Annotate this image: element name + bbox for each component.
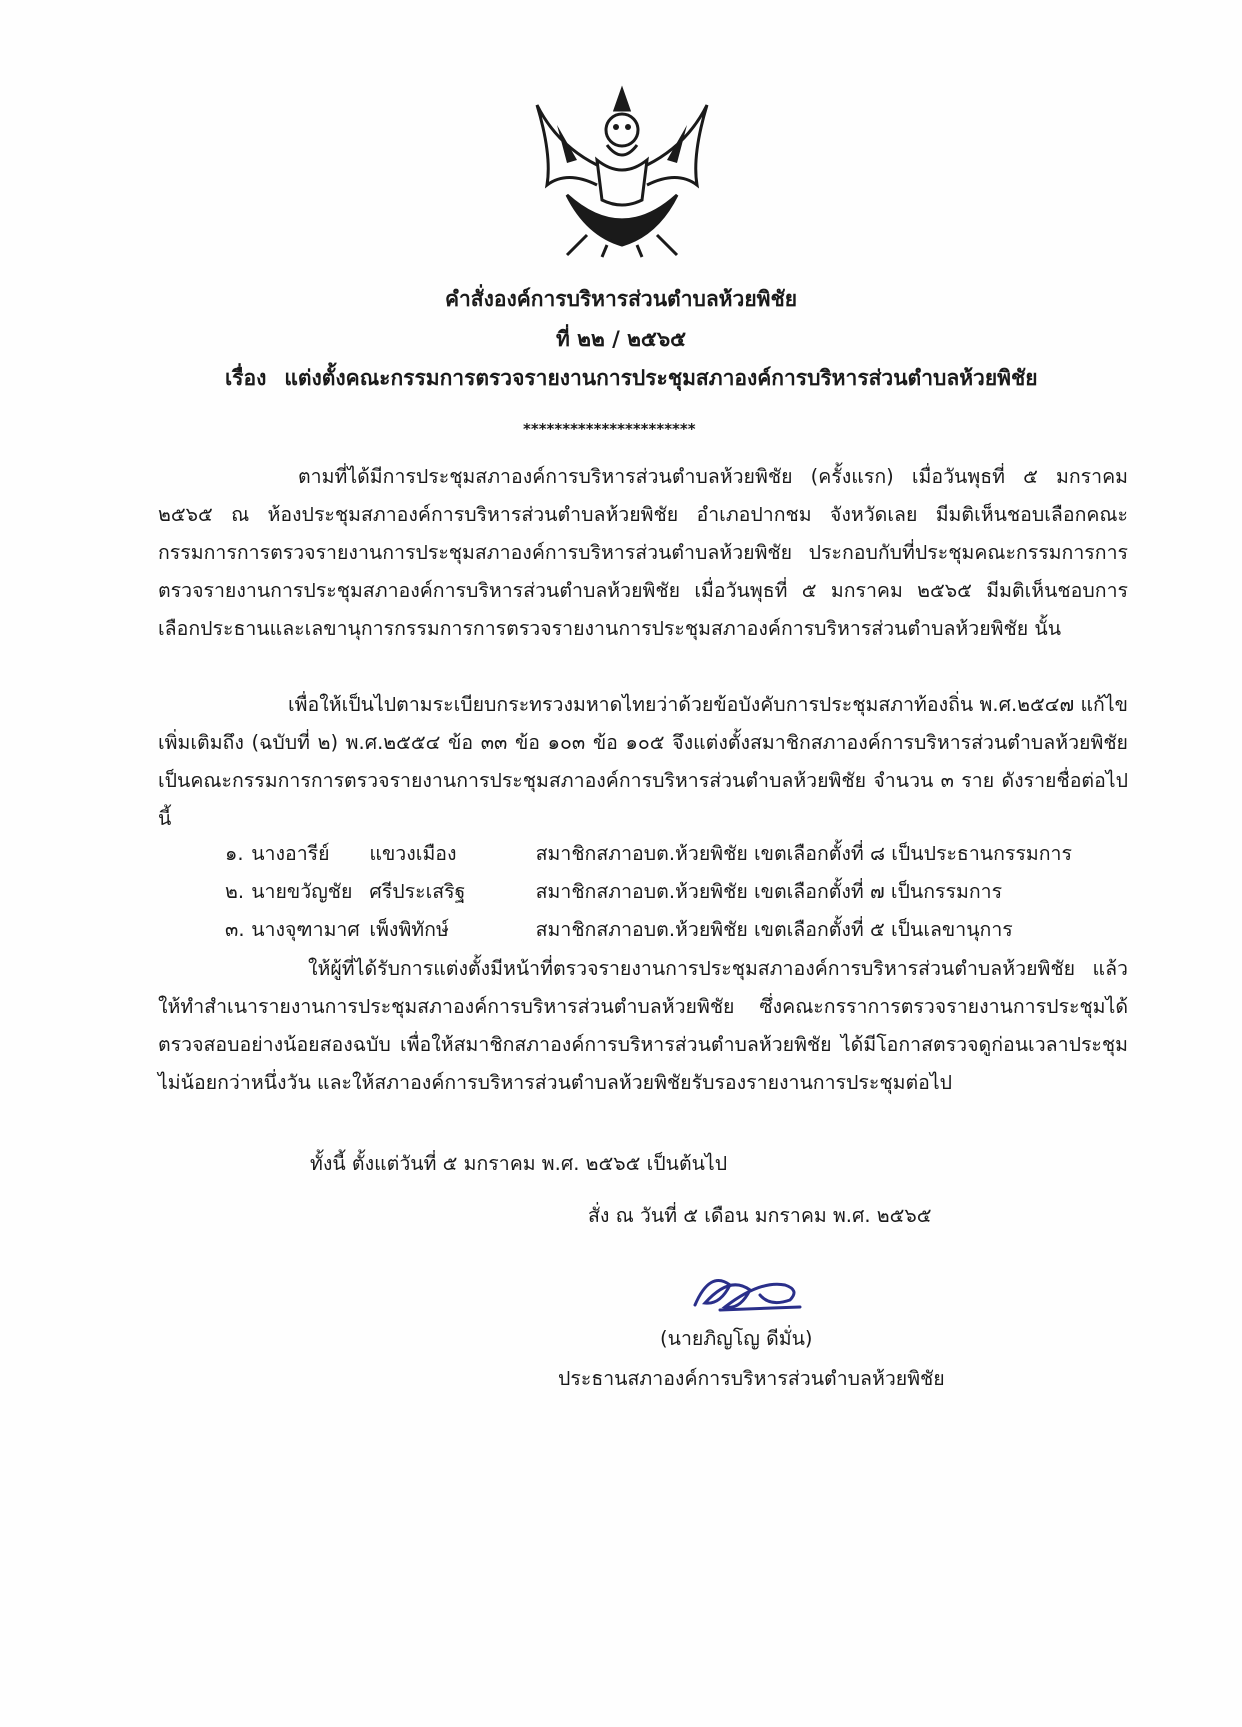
paragraph-3: ให้ผู้ที่ได้รับการแต่งตั้งมีหน้าที่ตรวจรายงานการประชุมสภาองค์การบริหารส่วนตำบลห้วยพิชัย แล้วให้ทำสำเนารายงานการประชุมสภาองค์การบริหารส่วนตำบลห้วยพิชัย ซึ่งคณะกรราการตรวจรายงานการประชุมได้ตรวจสอบอย่างน้อยสองฉบับ เพื่อให้สมาชิกสภาองค์การบริหารส่วนตำบลห้วยพิชัย ได้มีโอกาสตรวจดูก่อนเวลาประชุมไม่น้อยกว่าหนึ่งวัน และให้สภาองค์การบริหารส่วนตำบลห้วยพิชัยรับรองรายงานการประชุมต่อไป <box>158 957 1128 1094</box>
order-title: คำสั่งองค์การบริหารส่วนตำบลห้วยพิชัย <box>444 287 798 311</box>
paragraph-2: เพื่อให้เป็นไปตามระเบียบกระทรวงมหาดไทยว่าด้วยข้อบังคับการประชุมสภาท้องถิ่น พ.ศ.๒๕๔๗ แก้ไขเพิ่มเติมถึง (ฉบับที่ ๒) พ.ศ.๒๕๕๔ ข้อ ๓๓ ข้อ ๑๐๓ ข้อ ๑๐๕ จึงแต่งตั้งสมาชิกสภาองค์การบริหารส่วนตำบลห้วยพิชัย เป็นคณะกรรมการการตรวจรายงานการประชุมสภาองค์การบริหารส่วนตำบลห้วยพิชัย จำนวน ๓ ราย ดังรายชื่อต่อไปนี้ <box>158 693 1128 830</box>
signature-icon <box>690 1265 810 1315</box>
signer-name: (นายภิญโญ ดีมั่น) <box>660 1327 813 1350</box>
member-row: ๑. นางอารีย์ แขวงเมือง สมาชิกสภาอบต.ห้วยพิชัย เขตเลือกตั้งที่ ๘ เป็นประธานกรรมการ <box>225 842 1072 865</box>
subject-line <box>225 362 1038 395</box>
separator: ********************** <box>523 420 696 438</box>
order-number: ที่ ๒๒ / ๒๕๖๕ <box>555 327 687 351</box>
garuda-emblem-icon <box>527 85 717 260</box>
order-date: สั่ง ณ วันที่ ๕ เดือน มกราคม พ.ศ. ๒๕๖๕ <box>588 1204 932 1227</box>
effective-date: ทั้งนี้ ตั้งแต่วันที่ ๕ มกราคม พ.ศ. ๒๕๖๕ เป็นต้นไป <box>310 1152 728 1175</box>
signer-title: ประธานสภาองค์การบริหารส่วนตำบลห้วยพิชัย <box>558 1367 945 1390</box>
subject-text: แต่งตั้งคณะกรรมการตรวจรายงานการประชุมสภาองค์การบริหารส่วนตำบลห้วยพิชัย <box>284 366 1038 390</box>
member-row: ๒. นายขวัญชัย ศรีประเสริฐ สมาชิกสภาอบต.ห้วยพิชัย เขตเลือกตั้งที่ ๗ เป็นกรรมการ <box>225 880 1003 903</box>
paragraph-1: ตามที่ได้มีการประชุมสภาองค์การบริหารส่วนตำบลห้วยพิชัย (ครั้งแรก) เมื่อวันพุธที่ ๕ มกราคม ๒๕๖๕ ณ ห้องประชุมสภาองค์การบริหารส่วนตำบลห้วยพิชัย อำเภอปากชม จังหวัดเลย มีมติเห็นชอบเลือกคณะกรรมการการตรวจรายงานการประชุมสภาองค์การบริหารส่วนตำบลห้วยพิชัย ประกอบกับที่ประชุมคณะกรรมการการตรวจรายงานการประชุมสภาองค์การบริหารส่วนตำบลห้วยพิชัย เมื่อวันพุธที่ ๕ มกราคม ๒๕๖๕ มีมติเห็นชอบการเลือกประธานและเลขานุการกรรมการการตรวจรายงานการประชุมสภาองค์การบริหารส่วนตำบลห้วยพิชัย นั้น <box>158 465 1128 640</box>
subject-label: เรื่อง <box>225 366 267 390</box>
member-row: ๓. นางจุฑามาศ เพ็งพิทักษ์ สมาชิกสภาอบต.ห้วยพิชัย เขตเลือกตั้งที่ ๕ เป็นเลขานุการ <box>225 918 1013 941</box>
